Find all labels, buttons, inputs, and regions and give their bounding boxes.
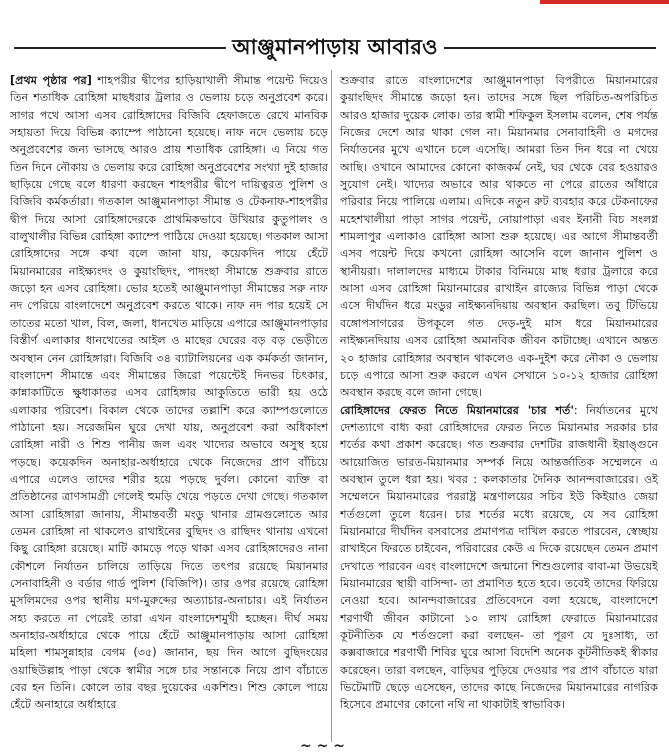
left-column-text: শাহপরীর দ্বীপের হাড়িয়াখালী সীমান্ত পয়েন্ট দিয়েও তিন শতাধিক রোহিঙ্গা মাছধরার ট্রলার ও ভেলায় চড়ে অনুপ্রবেশ করে। সাগর পথে আসা এসব রোহিঙ্গাদের বিজিবি হেফাজতে রেখে মানবিক সহায়তা দিয়ে বিভিন্ন ক্যাম্পে পাঠানো হয়েছে। নাফ নদে ভেলায় চড়ে অনুপ্রবেশের জন্য ভাসছে আরও প্রায় শতাধিক রোহিঙ্গা। এ নিয়ে গত তিন দিনে নৌকায় ও ভেলায় করে রোহিঙ্গা অনুপ্রবেশের সংখ্যা দুই হাজার ছাড়িয়ে গেছে বলে ধারণা করছেন শাহপরীর দ্বীপে দায়িত্বরত পুলিশ ও বিজিবি কর্মকর্তারা। গতকাল আঞ্জুমানপাড়া সীমান্ত ও টেকনাফ-শাহপরীর দ্বীপ দিয়ে আসা রোহিঙ্গাদেরকে প্রাথমিকভাবে উখিয়ার কুতুপালং ও বালুখালীর বিভিন্ন রোহিঙ্গা ক্যাম্পে পাঠিয়ে দেওয়া হয়েছে। গতকাল আসা রোহিঙ্গাদের সঙ্গে কথা বলে জানা যায়, কয়েকদিন পায়ে হেঁটে মিয়ানমারের নাইক্ষ্যংদং ও কুয়াংছিদং, পাদংছা সীমান্তে শুক্রবার রাতে জড়ো হন এসব রোহিঙ্গা। ভোর হতেই আঞ্জুমানপাড়া সীমান্তের সরু নাফ নদ পেরিয়ে বাংলাদেশে অনুপ্রবেশ করতে থাকে। নাফ নদ পার হয়েই সে তাতের মতো খাল, বিল, জলা, ধানখেত মাড়িয়ে এপারে আঞ্জুমানপাড়ার বিস্তীর্ণ এলাকার ধানখেতের আইল ও মাছের ঘেরের বড় বড় ভেড়ীতে অবস্থান নেন রোহিঙ্গারা। বিজিবি ৩৪ ব্যাটালিয়নের এক কর্মকর্তা জানান, বাংলাদেশ সীমান্তে এবং সীমান্তের জিরো পয়েন্টেই দিনভর চিৎকার, কান্নাকাটিতে ক্ষুধাকাতর এসব রোহিঙ্গার আকুতিতে ভারী হয় ওঠে এলাকার পরিবেশ। বিকাল থেকে তাদের তল্লাশি করে ক্যাম্পগুলোতে পাঠানো হয়। সরেজমিন ঘুরে দেখা যায়, অনুপ্রবেশ করা অধিকাংশ রোহিঙ্গা নারী ও শিশু পানীয় জল এবং খাদ্যের অভাবে অসুস্থ হয়ে পড়ছে। কয়েকদিন অনাহার-অর্ধাহারে থেকে নিজেদের প্রাণ বাঁচিয়ে এপারে এলেও তাদের শরীর হয়ে পড়ছে দুর্বল। কোনো ব্যক্তি বা প্রতিষ্ঠানের ত্রাণসামগ্রী গেলেই হুমড়ি খেয়ে পড়তে দেখা গেছে। গতকাল আসা রোহিঙ্গারা জানায়, সীমান্তবর্তী মংডু থানার গ্রামগুলোতে আর তেমন রোহিঙ্গা না থাকলেও রাথাইনের বুছিদং ও রাছিদং থানায় এখনো কিছু রোহিঙ্গা রয়েছে। মাটি কামড়ে পড়ে থাকা এসব রোহিঙ্গাদেরও নানা কৌশলে নির্যাতন চালিয়ে তাড়িয়ে দিতে তৎপর রয়েছে মিয়ানমার সেনাবাহিনী ও বর্ডার গার্ড পুলিশ (বিজিপি)। তার ওপর রয়েছে রোহিঙ্গা মুসলিমদের ওপর স্থানীয় মগ-মুরুব্দের অত্যাচার-অনাচার। এই নির্যাতন সহ্য করতে না পেরেই তারা এখন বাংলাদেশমুখী হচ্ছেন। দীর্ঘ সময় অনাহার-অর্ধাহারে থেকে পায়ে হেঁটে আঞ্জুমানপাড়ায় আসা রোহিঙ্গা মহিলা শামসুন্নাহার বেগম (৩৫) জানান, ছয় দিন আগে বুছিদংয়ের ওয়াছিউল্লাহ পাড়া থেকে স্বামীর সঙ্গে চার সন্তানকে নিয়ে প্রাণ বাঁচাতে বের হন তিনি। কোলে তার বছর দুয়েকের একশিশু। শিশু কোলে পায়ে হেঁটে অনাহারে অর্ধাহারে [10, 74, 328, 712]
headline: আঞ্জুমানপাড়ায় আবারও [232, 34, 438, 59]
bottom-fragment [300, 744, 370, 753]
top-rule [0, 0, 669, 16]
bottom-fragment-mark: ~ ~ ~ [300, 744, 345, 753]
column-divider [331, 70, 332, 742]
headline-rule-right [444, 47, 656, 49]
top-red-bar [540, 0, 669, 4]
left-column [10, 72, 328, 740]
headline-rule-left [14, 47, 226, 49]
right-column-paragraph-2 [340, 402, 658, 714]
subhead: রোহিঙ্গাদের ফেরত নিতে মিয়ানমারের 'চার শর্ত' [340, 403, 574, 417]
right-column [340, 72, 658, 740]
left-column-paragraph [10, 72, 328, 714]
headline-row [8, 30, 662, 66]
right-column-text-2: : নির্যাতনের মুখে দেশত্যাগে বাধ্য করা রোহিঙ্গাদের ফেরত নিতে মিয়ানমার সরকার চার শর্তের কথা প্রকাশ করেছে। গত শুক্রবার দেশটির রাজধানী ইয়াঙ্গুনে আয়োজিত ভারত-মিয়ানমার সম্পর্ক নিয়ে আন্তর্জাতিক সম্মেলনে এ অবস্থান তুলে ধরা হয়। খবর : কলকাতার দৈনিক আনন্দবাজারের। ওই সম্মেলনে মিয়ানমারের পররাষ্ট্র মন্ত্রণালয়ের সচিব ইউ কিইয়াও জেয়া শর্তগুলো তুলে ধরেন। চার শর্তের মধ্যে রয়েছে, যে সব রোহিঙ্গা মিয়ানমারে দীর্ঘদিন বসবাসের প্রমাণপত্র দাখিল করতে পারবেন, স্বেচ্ছায় রাখাইনে ফিরতে চাইবেন, পরিবারের কেউ এ দিকে রয়েছেন তেমন প্রমাণ দেখাতে পারবেন এবং বাংলাদেশে জন্মানো শিশুগুলোর বাবা-মা উভয়েই মিয়ানমারের স্থায়ী বাসিন্দা- তা প্রমাণিত হতে হবে। তবেই তাদের ফিরিয়ে নেওয়া হবে। আনন্দবাজারের প্রতিবেদনে বলা হয়েছে, বাংলাদেশে শরণার্থী জীবন কাটানো ১০ লাখ রোহিঙ্গা ফেরাতে মিয়ানমারের কূটনীতিক যে শর্তগুলো করা বলছেন- তা পূরণ যে দুঃসাধ্য, তা কক্সবাজারে শরণার্থী শিবির ঘুরে আসা বিদেশি অনেক কূটনীতিকই স্বীকার করেছেন। তারা বলছেন, বাড়িঘর পুড়িয়ে দেওয়ার পর প্রাণ বাঁচাতে যারা ভিটেমাটি ছেড়ে এসেছেন, তাদের কাছে নিজেদের মিয়ানমারের নাগরিক হিসেবে প্রমাণের কোনো নথি না থাকাটাই স্বাভাবিক। [340, 403, 658, 712]
right-column-paragraph-1: শুক্রবার রাতে বাংলাদেশের আঞ্জুমানপাড়া বিপরীতে মিয়ানমারের কুয়াংছিদং সীমান্তে জড়ো হন। তাদের সঙ্গে ছিল পরিচিত-অপরিচিত আরও হাজার দুয়েক লোক। তার স্বামী শফিকুল ইসলাম বলেন, শেষ পর্যন্ত নিজের দেশে আর থাকা গেল না। মিয়ানমার সেনাবাহিনী ও মগদের নির্যাতনের মুখে এখানে চলে এসেছি। আমরা তিন দিন ধরে না খেয়ে আছি। ওখানে আমাদের কোনো কাজকর্ম নেই, ঘর থেকে বের হওয়ারও সুযোগ নেই। খাদ্যের অভাবে আর থাকতে না পেরে রাতের আঁধারে পরিবার নিয়ে পালিয়ে এলাম। এদিকে নতুন রুট ব্যবহার করে টেকনাফের মহেশখালীয়া পাড়া সাগর পয়েন্ট, নোয়াপাড়া এবং ইনানী বিচ সংলগ্ন শামলাপুর এলাকাও রোহিঙ্গা আসা শুরু হয়েছে। এর আগে সীমান্তবর্তী এসব পয়েন্ট দিয়ে কখনো রোহিঙ্গা আসেনি বলে জানান পুলিশ ও স্থানীয়রা। দালালদের মাধ্যমে টাকার বিনিময়ে মাছ ধরার ট্রলারে করে আসা এসব রোহিঙ্গা মিয়ানমারের রাখাইন রাজ্যের বিভিন্ন পাড়া থেকে এসে দীর্ঘদিন ধরে মংডুর নাইক্ষ্যনদিয়ায় অবস্থান করছিল। তবু টিভিয়ে বঙ্গোপসাগরের উপকূলে গত দেড়-দুই মাস ধরে মিয়ানমারের নাইক্ষ্যনদিয়ায় এসব রোহিঙ্গা অমানবিক জীবন কাটাচ্ছে। এখানে অন্তত ২০ হাজার রোহিঙ্গার অবস্থান থাকলেও এক-দুইশ করে নৌকা ও ভেলায় চড়ে এপারে আসা শুরু করলে এখন সেখানে ১০-১২ হাজার রোহিঙ্গা অবস্থান করছে বলে জানা গেছে। [340, 74, 658, 400]
jump-label: [প্রথম পৃষ্ঠার পর] [10, 74, 92, 87]
